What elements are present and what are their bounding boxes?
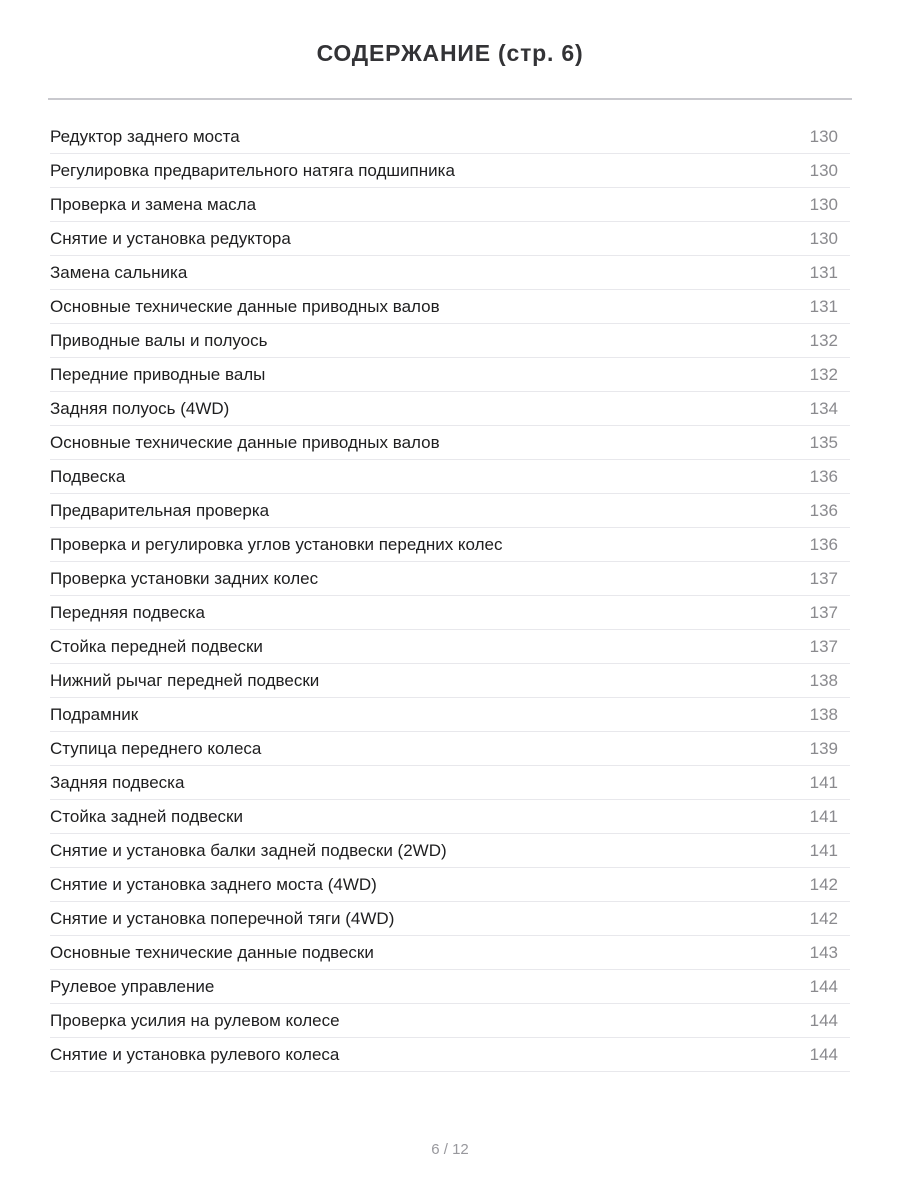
toc-entry-page: 132 xyxy=(809,364,838,384)
toc-entry-page: 132 xyxy=(809,330,838,350)
toc-entry-title: Проверка усилия на рулевом колесе xyxy=(50,1010,340,1030)
toc-entry-title: Передние приводные валы xyxy=(50,364,266,384)
toc-row xyxy=(50,868,850,902)
toc-entry-title: Ступица переднего колеса xyxy=(50,738,262,758)
toc-entry-page: 134 xyxy=(809,398,838,418)
toc-row xyxy=(50,528,850,562)
toc-entry-title: Проверка и регулировка углов установки передних колес xyxy=(50,534,503,554)
toc-entry-title: Основные технические данные подвески xyxy=(50,942,374,962)
toc-row xyxy=(50,426,850,460)
toc-entry-page: 142 xyxy=(809,908,838,928)
toc-row xyxy=(50,460,850,494)
toc-row xyxy=(50,562,850,596)
toc-row xyxy=(50,800,850,834)
toc-entry-page: 144 xyxy=(809,976,838,996)
toc-entry-page: 130 xyxy=(809,194,838,214)
toc-entry-title: Приводные валы и полуось xyxy=(50,330,268,350)
toc-entry-page: 144 xyxy=(809,1044,838,1064)
toc-row xyxy=(50,392,850,426)
toc-entry-title: Основные технические данные приводных валов xyxy=(50,432,440,452)
toc-entry-title: Основные технические данные приводных валов xyxy=(50,296,440,316)
toc-entry-title: Регулировка предварительного натяга подшипника xyxy=(50,160,455,180)
toc-entry-page: 144 xyxy=(809,1010,838,1030)
toc-entry-page: 136 xyxy=(809,534,838,554)
toc-row xyxy=(50,902,850,936)
toc-row xyxy=(50,358,850,392)
toc-row xyxy=(50,256,850,290)
toc-row xyxy=(50,698,850,732)
toc-entry-title: Редуктор заднего моста xyxy=(50,126,240,146)
toc-entry-title: Передняя подвеска xyxy=(50,602,205,622)
toc-entry-page: 137 xyxy=(809,602,838,622)
toc-entry-page: 130 xyxy=(809,160,838,180)
toc-entry-page: 142 xyxy=(809,874,838,894)
toc-entry-title: Снятие и установка поперечной тяги (4WD) xyxy=(50,908,395,928)
toc-entry-page: 138 xyxy=(809,670,838,690)
toc-entry-title: Стойка передней подвески xyxy=(50,636,263,656)
toc-entry-page: 135 xyxy=(809,432,838,452)
toc-row xyxy=(50,494,850,528)
toc-row xyxy=(50,120,850,154)
toc-entry-page: 136 xyxy=(809,500,838,520)
toc-entry-title: Проверка и замена масла xyxy=(50,194,257,214)
toc-entry-page: 138 xyxy=(809,704,838,724)
toc-row xyxy=(50,834,850,868)
toc-row xyxy=(50,222,850,256)
toc-row xyxy=(50,596,850,630)
toc-entry-title: Снятие и установка рулевого колеса xyxy=(50,1044,340,1064)
toc-entry-page: 137 xyxy=(809,568,838,588)
toc-entry-title: Снятие и установка балки задней подвески (2WD) xyxy=(50,840,447,860)
toc-entry-title: Задняя подвеска xyxy=(50,772,185,792)
toc-row xyxy=(50,290,850,324)
toc-entry-title: Замена сальника xyxy=(50,262,188,282)
toc-entry-page: 141 xyxy=(809,840,838,860)
toc-entry-page: 143 xyxy=(809,942,838,962)
toc-row xyxy=(50,188,850,222)
toc-row xyxy=(50,154,850,188)
toc-list xyxy=(50,120,850,1072)
toc-entry-title: Предварительная проверка xyxy=(50,500,270,520)
toc-row xyxy=(50,630,850,664)
toc-row xyxy=(50,936,850,970)
toc-entry-title: Рулевое управление xyxy=(50,976,215,996)
toc-entry-title: Снятие и установка редуктора xyxy=(50,228,291,248)
toc-entry-page: 141 xyxy=(809,806,838,826)
toc-entry-page: 130 xyxy=(809,126,838,146)
toc-entry-page: 131 xyxy=(809,262,838,282)
toc-entry-title: Задняя полуось (4WD) xyxy=(50,398,230,418)
toc-entry-title: Нижний рычаг передней подвески xyxy=(50,670,320,690)
toc-row xyxy=(50,1038,850,1072)
toc-row xyxy=(50,1004,850,1038)
page-title: СОДЕРЖАНИЕ (стр. 6) xyxy=(316,40,584,66)
toc-entry-title: Проверка установки задних колес xyxy=(50,568,319,588)
toc-row xyxy=(50,324,850,358)
toc-row xyxy=(50,970,850,1004)
toc-row xyxy=(50,766,850,800)
toc-entry-title: Подвеска xyxy=(50,466,126,486)
toc-row xyxy=(50,664,850,698)
toc-entry-page: 130 xyxy=(809,228,838,248)
toc-entry-title: Подрамник xyxy=(50,704,139,724)
toc-entry-page: 139 xyxy=(809,738,838,758)
toc-entry-page: 141 xyxy=(809,772,838,792)
toc-entry-page: 131 xyxy=(809,296,838,316)
page-indicator: 6 / 12 xyxy=(431,1141,469,1158)
title-divider xyxy=(48,98,852,100)
toc-entry-title: Стойка задней подвески xyxy=(50,806,243,826)
toc-entry-page: 136 xyxy=(809,466,838,486)
toc-entry-title: Снятие и установка заднего моста (4WD) xyxy=(50,874,377,894)
toc-entry-page: 137 xyxy=(809,636,838,656)
toc-row xyxy=(50,732,850,766)
